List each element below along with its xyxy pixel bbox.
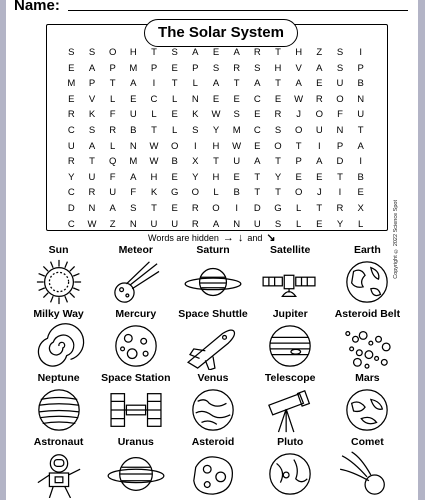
picture-item	[97, 435, 174, 499]
picture-label: Uranus	[117, 436, 154, 448]
grid-letter: S	[88, 47, 96, 58]
grid-letter: E	[171, 109, 178, 121]
grid-letter: T	[316, 202, 323, 214]
grid-letter: F	[109, 109, 116, 121]
picture-label: Space Shuttle	[178, 308, 248, 320]
grid-letter: I	[359, 47, 362, 58]
earth-icon	[337, 258, 397, 306]
grid-letter: M	[232, 124, 241, 136]
grid-letter: T	[213, 156, 219, 168]
grid-letter: T	[275, 47, 281, 58]
grid-letter: R	[88, 187, 96, 199]
meteor-icon	[106, 258, 166, 306]
grid-letter: L	[172, 93, 178, 105]
grid-letter: M	[129, 62, 138, 74]
grid-letter: O	[108, 47, 117, 58]
picture-label: Earth	[353, 244, 381, 256]
grid-letter: R	[191, 202, 199, 214]
grid-letter: R	[67, 156, 75, 168]
neptune-icon	[29, 386, 89, 434]
grid-letter: T	[254, 171, 261, 183]
grid-letter: O	[170, 140, 179, 152]
grid-letter: L	[151, 109, 157, 121]
grid-letter: I	[359, 156, 362, 168]
picture-label: Jupiter	[272, 308, 308, 320]
grid-letter: A	[233, 47, 240, 58]
grid-letter: O	[294, 124, 303, 136]
grid-letter: X	[192, 156, 199, 168]
grid-letter: S	[274, 124, 282, 136]
name-label: Name:	[14, 0, 60, 14]
grid-letter: S	[88, 124, 96, 136]
grid-letter: A	[88, 140, 96, 152]
grid-letter: J	[316, 187, 322, 199]
grid-letter: Y	[192, 171, 199, 183]
grid-letter: A	[316, 156, 323, 168]
grid-letter: C	[253, 124, 261, 136]
grid-letter: L	[296, 218, 302, 230]
picture-label: Mars	[355, 372, 380, 384]
picture-label: Sun	[48, 244, 69, 256]
grid-letter: G	[170, 187, 179, 199]
grid-letter: A	[130, 171, 137, 183]
picture-label: Saturn	[196, 244, 230, 256]
grid-letter: L	[296, 202, 302, 214]
grid-letter: A	[192, 47, 199, 58]
space-station-icon	[106, 386, 166, 434]
shuttle-icon	[183, 322, 243, 370]
grid-letter: C	[67, 187, 75, 199]
grid-letter: H	[129, 47, 137, 58]
grid-letter: W	[294, 93, 304, 105]
grid-letter: E	[316, 218, 323, 230]
picture-item	[174, 371, 251, 435]
grid-letter: D	[67, 202, 75, 214]
grid-letter: N	[129, 140, 137, 152]
picture-item	[97, 243, 174, 307]
picture-label: Meteor	[118, 244, 153, 256]
grid-letter: B	[171, 156, 178, 168]
grid-letter: E	[171, 202, 178, 214]
grid-letter: T	[275, 156, 281, 168]
grid-letter: E	[233, 93, 240, 105]
picture-item	[329, 435, 406, 499]
arrow-diagonal-icon: ↘	[266, 232, 276, 244]
picture-item	[20, 307, 97, 371]
grid-letter: S	[171, 47, 178, 58]
grid-letter: E	[254, 140, 261, 152]
mercury-icon	[106, 322, 166, 370]
name-line	[68, 10, 408, 11]
grid-letter: A	[316, 62, 323, 74]
grid-letter: R	[191, 218, 199, 230]
grid-letter: I	[152, 78, 156, 90]
grid-letter: U	[357, 109, 365, 121]
grid-letter: E	[171, 62, 178, 74]
grid-letter: U	[150, 218, 158, 230]
grid-letter: E	[212, 47, 220, 58]
grid-letter: L	[358, 218, 364, 230]
grid-letter: P	[357, 62, 364, 74]
grid-letter: B	[233, 187, 240, 199]
picture-item	[20, 243, 97, 307]
grid-letter: R	[253, 47, 261, 58]
grid-letter: C	[253, 93, 261, 105]
grid-letter: E	[233, 171, 240, 183]
grid-letter: O	[212, 202, 220, 214]
grid-letter: A	[295, 78, 302, 90]
grid-letter: K	[192, 109, 199, 121]
picture-label: Neptune	[37, 372, 80, 384]
grid-letter: C	[67, 218, 75, 230]
grid-letter: C	[150, 93, 158, 105]
picture-item	[174, 435, 251, 499]
grid-letter: Y	[212, 124, 220, 136]
picture-label: Pluto	[277, 436, 304, 448]
grid-letter: U	[171, 218, 179, 230]
saturn-icon	[183, 258, 243, 306]
grid-letter: J	[296, 109, 302, 121]
grid-letter: Z	[109, 218, 116, 230]
grid-letter: O	[191, 187, 200, 199]
grid-letter: U	[129, 109, 137, 121]
grid-letter: S	[212, 62, 220, 74]
picture-item	[20, 371, 97, 435]
picture-label: Mercury	[115, 308, 157, 320]
grid-letter: A	[254, 156, 261, 168]
grid-letter: U	[315, 124, 323, 136]
satellite-icon	[260, 258, 320, 306]
picture-label: Comet	[351, 436, 384, 448]
grid-letter: T	[151, 202, 157, 214]
grid-letter: A	[88, 62, 96, 74]
grid-letter: W	[149, 156, 159, 168]
grid-letter: E	[316, 171, 323, 183]
grid-letter: T	[295, 140, 302, 152]
grid-letter: I	[235, 202, 238, 214]
grid-letter: L	[172, 124, 178, 136]
grid-letter: M	[129, 156, 138, 168]
picture-item	[252, 307, 329, 371]
grid-letter: E	[68, 62, 75, 74]
picture-label: Asteroid Belt	[334, 308, 401, 320]
grid-letter: S	[274, 218, 282, 230]
uranus-icon	[106, 450, 166, 498]
grid-letter: R	[233, 62, 241, 74]
grid-letter: D	[336, 156, 344, 168]
grid-letter: K	[150, 187, 158, 199]
grid-letter: H	[274, 62, 282, 74]
grid-letter: R	[67, 109, 75, 121]
grid-letter: B	[357, 78, 364, 90]
picture-label: Satellite	[270, 244, 311, 256]
grid-letter: Y	[68, 171, 75, 183]
grid-letter: P	[109, 62, 116, 74]
grid-letter: L	[110, 93, 116, 105]
grid-letter: Z	[316, 47, 323, 58]
picture-label: Space Station	[101, 372, 171, 384]
grid-letter: U	[336, 78, 344, 90]
grid-letter: F	[337, 109, 343, 121]
grid-letter: H	[212, 171, 220, 183]
picture-label: Milky Way	[33, 308, 84, 320]
galaxy-icon	[29, 322, 89, 370]
grid-letter: I	[318, 140, 321, 152]
grid-letter: A	[254, 78, 261, 90]
picture-item	[252, 243, 329, 307]
grid-letter: A	[212, 218, 220, 230]
grid-letter: O	[336, 93, 344, 105]
grid-letter: B	[130, 124, 137, 136]
grid-letter: X	[357, 202, 364, 214]
grid-letter: S	[130, 202, 137, 214]
word-search-box	[46, 24, 388, 231]
grid-letter: D	[253, 202, 261, 214]
grid-letter: S	[192, 124, 199, 136]
letter-grid	[61, 45, 371, 232]
grid-letter: N	[336, 124, 344, 136]
grid-letter: P	[88, 78, 96, 90]
grid-letter: W	[149, 140, 159, 152]
grid-letter: L	[213, 187, 219, 199]
page-title: The Solar System	[144, 19, 298, 47]
grid-letter: C	[67, 124, 75, 136]
picture-item	[20, 435, 97, 499]
grid-letter: E	[295, 171, 302, 183]
grid-letter: P	[150, 62, 158, 74]
grid-letter: A	[212, 78, 220, 90]
picture-item	[97, 307, 174, 371]
grid-letter: N	[129, 218, 137, 230]
picture-label: Venus	[197, 372, 229, 384]
grid-letter: S	[336, 47, 344, 58]
grid-letter: H	[150, 171, 158, 183]
grid-letter: Y	[274, 171, 282, 183]
grid-letter: R	[274, 109, 282, 121]
grid-letter: T	[109, 78, 116, 90]
grid-letter: R	[315, 93, 323, 105]
grid-letter: R	[109, 124, 117, 136]
grid-letter: A	[109, 202, 116, 214]
picture-item	[174, 243, 251, 307]
grid-letter: Q	[108, 156, 117, 168]
grid-letter: T	[233, 78, 240, 90]
grid-letter: H	[212, 140, 220, 152]
picture-item	[329, 243, 406, 307]
arrow-right-icon: →	[222, 231, 234, 244]
grid-letter: E	[68, 93, 75, 105]
grid-letter: U	[253, 218, 261, 230]
grid-letter: T	[151, 124, 157, 136]
picture-item	[252, 435, 329, 499]
grid-letter: U	[88, 171, 96, 183]
grid-letter: A	[130, 78, 137, 90]
grid-letter: W	[87, 218, 97, 230]
picture-label: Asteroid	[191, 436, 235, 448]
grid-letter: T	[275, 187, 281, 199]
asteroid-belt-icon	[337, 322, 397, 370]
grid-letter: E	[130, 93, 137, 105]
grid-letter: U	[233, 156, 241, 168]
astronaut-icon	[29, 450, 89, 498]
grid-letter: O	[274, 140, 282, 152]
picture-item	[174, 307, 251, 371]
grid-letter: T	[89, 156, 95, 168]
grid-letter: P	[192, 62, 199, 74]
grid-letter: E	[274, 93, 282, 105]
grid-letter: S	[254, 62, 261, 74]
grid-letter: S	[68, 47, 75, 58]
picture-item	[329, 371, 406, 435]
grid-letter: N	[191, 93, 199, 105]
grid-letter: S	[336, 62, 344, 74]
grid-letter: F	[109, 171, 116, 183]
grid-letter: H	[295, 47, 303, 58]
telescope-icon	[260, 386, 320, 434]
grid-letter: T	[151, 47, 157, 58]
picture-label: Astronaut	[33, 436, 84, 448]
grid-letter: T	[275, 78, 281, 90]
grid-letter: R	[336, 202, 344, 214]
grid-letter: W	[232, 140, 242, 152]
jupiter-icon	[260, 322, 320, 370]
grid-letter: T	[357, 124, 364, 136]
grid-letter: L	[110, 140, 116, 152]
grid-letter: E	[357, 187, 364, 199]
venus-icon	[183, 386, 243, 434]
copyright-text: Copyright © 2022 Science Spot	[393, 200, 399, 279]
grid-letter: U	[67, 140, 75, 152]
picture-item	[97, 371, 174, 435]
hint-and: and	[247, 232, 263, 243]
sun-icon	[29, 258, 89, 306]
grid-letter: T	[171, 78, 178, 90]
grid-letter: Y	[336, 218, 344, 230]
grid-letter: M	[67, 78, 76, 90]
grid-letter: N	[233, 218, 241, 230]
grid-letter: I	[338, 187, 342, 199]
worksheet	[6, 0, 418, 500]
picture-item	[252, 371, 329, 435]
grid-letter: E	[316, 78, 323, 90]
grid-letter: U	[109, 187, 117, 199]
grid-letter: O	[315, 109, 324, 121]
grid-letter: F	[130, 187, 137, 199]
grid-letter: N	[357, 93, 365, 105]
picture-list	[20, 243, 406, 499]
picture-label: Telescope	[264, 372, 316, 384]
grid-letter: T	[254, 187, 261, 199]
mars-icon	[337, 386, 397, 434]
grid-letter: A	[357, 140, 364, 152]
comet-icon	[337, 450, 397, 498]
grid-letter: P	[295, 156, 302, 168]
picture-item	[329, 307, 406, 371]
grid-letter: P	[336, 140, 344, 152]
grid-letter: E	[171, 171, 178, 183]
grid-letter: W	[211, 109, 221, 121]
grid-letter: B	[357, 171, 364, 183]
grid-letter: E	[254, 109, 261, 121]
grid-letter: T	[337, 171, 343, 183]
asteroid-icon	[183, 450, 243, 498]
hint-text: Words are hidden	[148, 232, 219, 243]
grid-letter: V	[295, 62, 302, 74]
grid-letter: E	[212, 93, 220, 105]
arrow-down-icon: ↓	[237, 231, 244, 244]
grid-letter: N	[88, 202, 96, 214]
grid-letter: I	[194, 140, 197, 152]
grid-letter: G	[274, 202, 282, 214]
grid-letter: V	[88, 93, 96, 105]
grid-letter: S	[233, 109, 240, 121]
grid-letter: O	[294, 187, 303, 199]
grid-letter: L	[192, 78, 198, 90]
grid-letter: K	[88, 109, 96, 121]
pluto-icon	[260, 450, 320, 498]
